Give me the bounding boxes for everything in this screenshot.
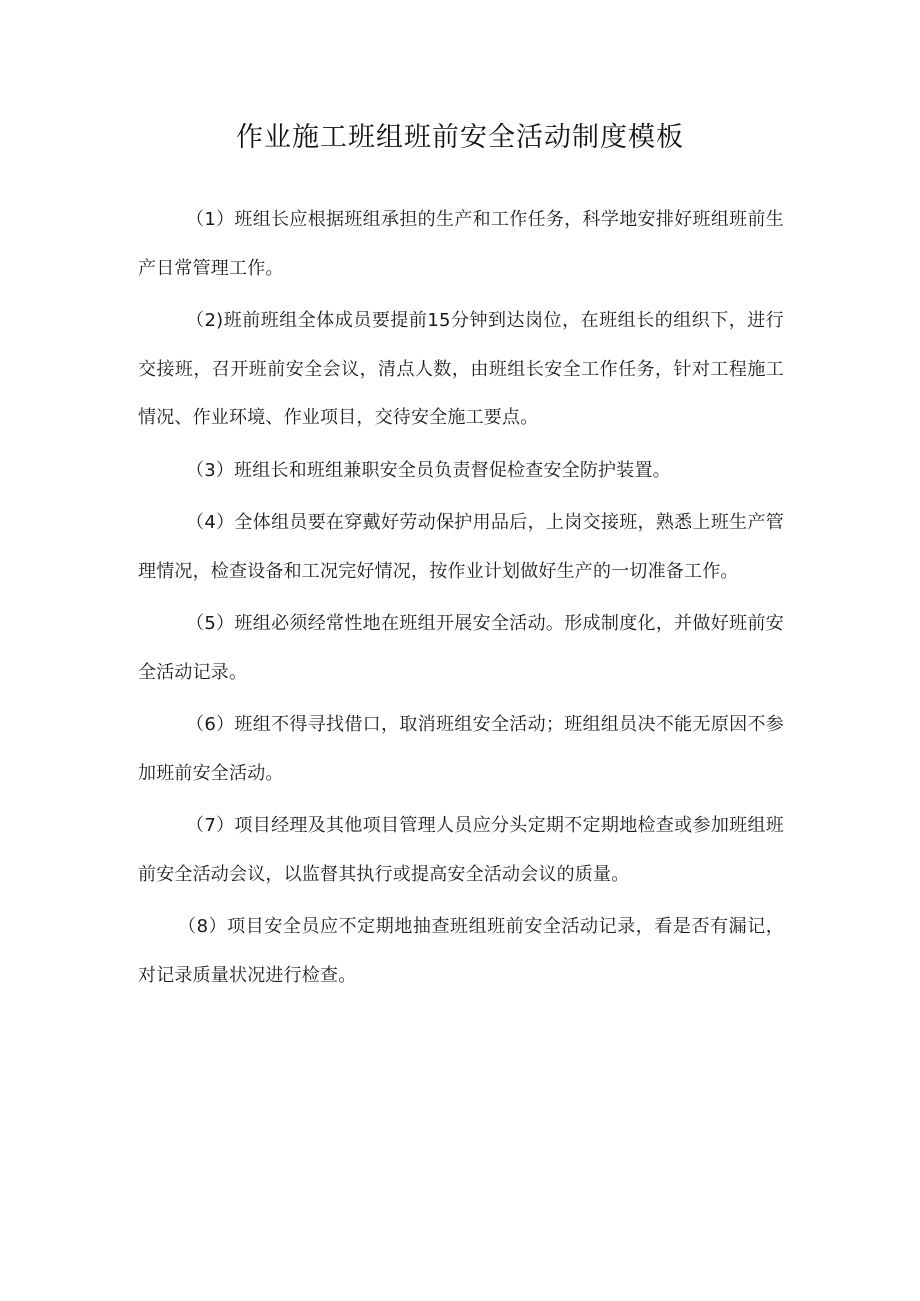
paragraph-8: （8）项目安全员应不定期地抽查班组班前安全活动记录，看是否有漏记，对记录质量状况进行检查。 — [138, 916, 784, 986]
paragraph-5: （5）班组必须经常性地在班组开展安全活动。形成制度化，并做好班前安全活动记录。 — [138, 613, 784, 683]
paragraph-7: （7）项目经理及其他项目管理人员应分头定期不定期地检查或参加班组班前安全活动会议，以监督其执行或提高安全活动会议的质量。 — [138, 815, 784, 885]
paragraph-3: （3）班组长和班组兼职安全员负责督促检查安全防护装置。 — [186, 459, 671, 481]
document-body — [138, 196, 784, 1004]
paragraph-4: （4）全体组员要在穿戴好劳动保护用品后，上岗交接班，熟悉上班生产管理情况，检查设备和工况完好情况，按作业计划做好生产的一切准备工作。 — [138, 512, 784, 582]
document-title: 作业施工班组班前安全活动制度模板 — [236, 122, 684, 153]
paragraph-2: （2)班前班组全体成员要提前15分钟到达岗位，在班组长的组织下，进行交接班，召开班前安全会议，清点人数，由班组长安全工作任务，针对工程施工情况、作业环境、作业项目，交待安全施工要点。 — [138, 310, 784, 428]
paragraph-6: （6）班组不得寻找借口，取消班组安全活动；班组组员决不能无原因不参加班前安全活动。 — [138, 714, 784, 784]
paragraph-1: （1）班组长应根据班组承担的生产和工作任务，科学地安排好班组班前生产日常管理工作。 — [138, 209, 784, 279]
